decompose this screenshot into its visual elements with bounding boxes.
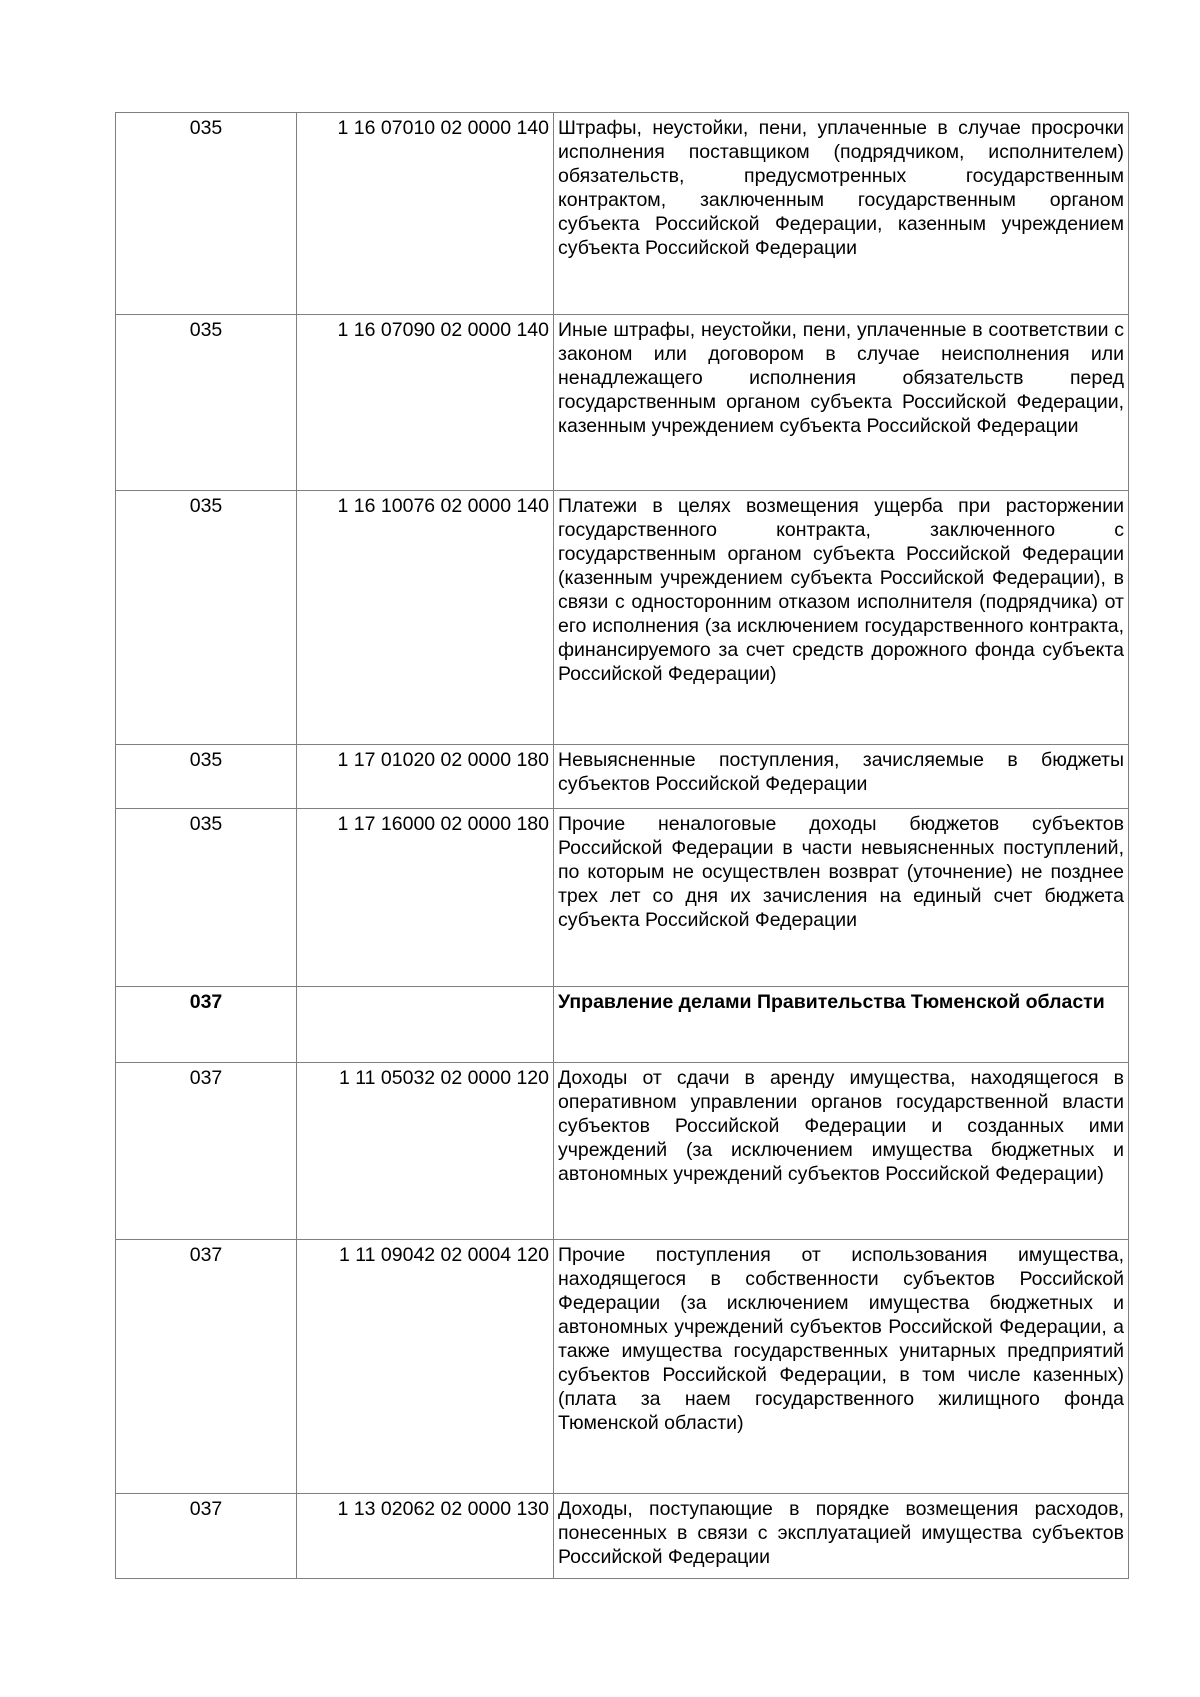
revenue-codes-table [115, 112, 1129, 1579]
kbk-code-cell: 1 11 09042 02 0004 120 [297, 1240, 554, 1494]
table-row [116, 1240, 1129, 1494]
admin-code-cell: 035 [116, 315, 297, 491]
table-row [116, 809, 1129, 987]
description-cell: Прочие неналоговые доходы бюджетов субъектов Российской Федерации в части невыясненных поступлений, по которым не осуществлен возврат (уточнение) не позднее трех лет со дня их зачисления на единый счет бюджета субъекта Российской Федерации [554, 809, 1129, 987]
description-cell: Иные штрафы, неустойки, пени, уплаченные в соответствии с законом или договором в случае неисполнения или ненадлежащего исполнения обязательств перед государственным органом субъекта Российской Федерации, казенным учреждением субъекта Российской Федерации [554, 315, 1129, 491]
table-row [116, 113, 1129, 315]
description-cell: Платежи в целях возмещения ущерба при расторжении государственного контракта, заключенного с государственным органом субъекта Российской Федерации (казенным учреждением субъекта Российской Федерации), в связи с односторонним отказом исполнителя (подрядчика) от его исполнения (за исключением государственного контракта, финансируемого за счет средств дорожного фонда субъекта Российской Федерации) [554, 491, 1129, 745]
kbk-code-cell: 1 13 02062 02 0000 130 [297, 1494, 554, 1579]
admin-code-cell: 037 [116, 987, 297, 1063]
table-row [116, 745, 1129, 809]
admin-code-cell: 035 [116, 491, 297, 745]
kbk-code-cell [297, 987, 554, 1063]
description-cell: Доходы от сдачи в аренду имущества, находящегося в оперативном управлении органов государственной власти субъектов Российской Федерации и созданных ими учреждений (за исключением имущества бюджетных и автономных учреждений субъектов Российской Федерации) [554, 1063, 1129, 1240]
admin-code-cell: 037 [116, 1494, 297, 1579]
admin-code-cell: 037 [116, 1240, 297, 1494]
table-row [116, 1494, 1129, 1579]
description-cell: Доходы, поступающие в порядке возмещения расходов, понесенных в связи с эксплуатацией имущества субъектов Российской Федерации [554, 1494, 1129, 1579]
section-header-row [116, 987, 1129, 1063]
admin-code-cell: 035 [116, 745, 297, 809]
description-cell: Невыясненные поступления, зачисляемые в бюджеты субъектов Российской Федерации [554, 745, 1129, 809]
kbk-code-cell: 1 16 10076 02 0000 140 [297, 491, 554, 745]
admin-code-cell: 037 [116, 1063, 297, 1240]
kbk-code-cell: 1 16 07090 02 0000 140 [297, 315, 554, 491]
kbk-code-cell: 1 17 01020 02 0000 180 [297, 745, 554, 809]
kbk-code-cell: 1 11 05032 02 0000 120 [297, 1063, 554, 1240]
kbk-code-cell: 1 16 07010 02 0000 140 [297, 113, 554, 315]
description-cell: Штрафы, неустойки, пени, уплаченные в случае просрочки исполнения поставщиком (подрядчиком, исполнителем) обязательств, предусмотренных государственным контрактом, заключенным государственным органом субъекта Российской Федерации, казенным учреждением субъекта Российской Федерации [554, 113, 1129, 315]
table-row [116, 1063, 1129, 1240]
admin-code-cell: 035 [116, 809, 297, 987]
table-row [116, 315, 1129, 491]
admin-code-cell: 035 [116, 113, 297, 315]
section-title-cell: Управление делами Правительства Тюменской области [554, 987, 1129, 1063]
table-row [116, 491, 1129, 745]
description-cell: Прочие поступления от использования имущества, находящегося в собственности субъектов Российской Федерации (за исключением имущества бюджетных и автономных учреждений субъектов Российской Федерации, а также имущества государственных унитарных предприятий субъектов Российской Федерации, в том числе казенных) (плата за наем государственного жилищного фонда Тюменской области) [554, 1240, 1129, 1494]
kbk-code-cell: 1 17 16000 02 0000 180 [297, 809, 554, 987]
